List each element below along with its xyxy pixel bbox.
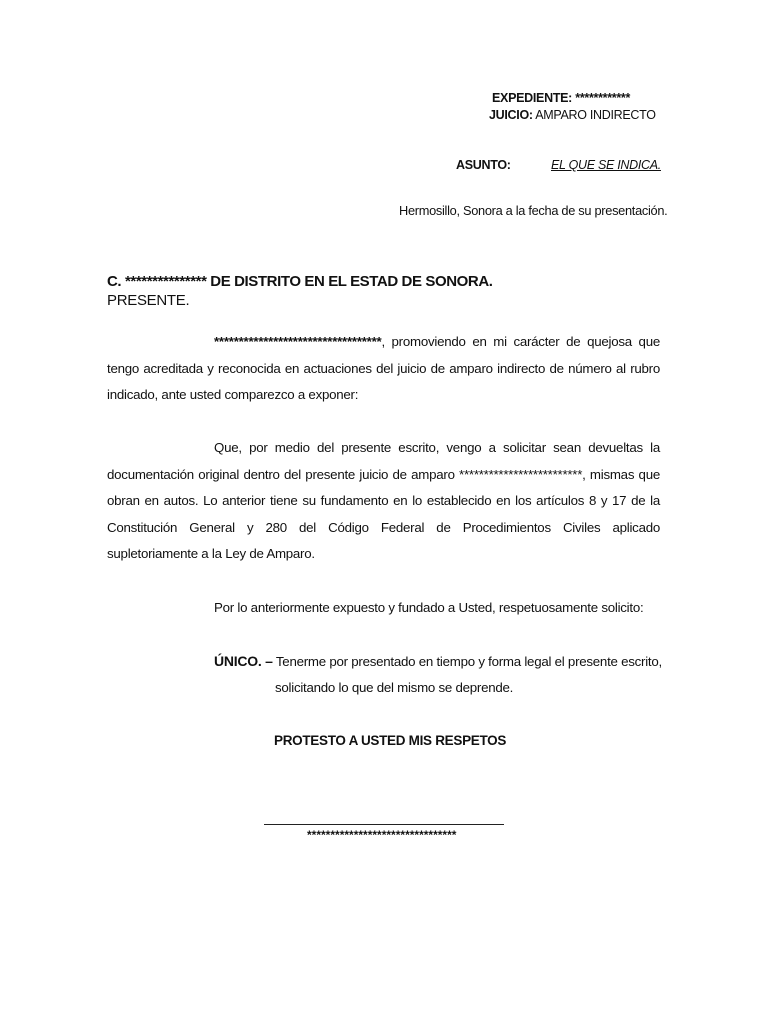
paragraph-intro	[107, 329, 660, 409]
unico-item	[214, 648, 662, 676]
paragraph-petition	[107, 595, 660, 622]
unico-line2: solicitando lo que del mismo se deprende.	[275, 680, 514, 695]
presente-line: PRESENTE.	[107, 292, 190, 309]
paragraph-request-text: Que, por medio del presente escrito, vengo a solicitar sean devueltas la documentación original dentro del presente juicio de amparo *************************, mismas que obran en autos. Lo anterior tiene su fundamento en lo establecido en los artículos 8 y 17 de la Constitución General y 280 del Código Federal de Procedimientos Civiles aplicado supletoriamente a la Ley de Amparo.	[107, 440, 660, 561]
juicio-line	[489, 108, 656, 122]
protesto-line: PROTESTO A USTED MIS RESPETOS	[274, 733, 507, 748]
paragraph-intro-text: , promoviendo en mi carácter de quejosa que tengo acreditada y reconocida en actuaciones del juicio de amparo indirecto de número al rubro indicado, ante usted comparezco a exponer:	[107, 334, 660, 402]
unico-line1: Tenerme por presentado en tiempo y forma legal el presente escrito,	[275, 654, 662, 669]
signature-name: ********************************	[307, 828, 457, 842]
paragraph-request	[107, 435, 660, 568]
juicio-label: JUICIO:	[489, 108, 533, 122]
expediente-label: EXPEDIENTE:	[492, 91, 573, 105]
signature-line	[264, 824, 504, 825]
unico-label: ÚNICO. –	[214, 653, 273, 669]
expediente-line	[492, 91, 630, 105]
juicio-value: AMPARO INDIRECTO	[535, 108, 656, 122]
asunto-value: EL QUE SE INDICA.	[551, 158, 661, 172]
place-date: Hermosillo, Sonora a la fecha de su presentación.	[399, 203, 668, 218]
promovente-name: **********************************	[214, 334, 382, 349]
asunto-label: ASUNTO:	[456, 158, 511, 172]
expediente-value: ************	[575, 91, 631, 105]
paragraph-petition-text: Por lo anteriormente expuesto y fundado a Usted, respetuosamente solicito:	[214, 600, 644, 615]
addressee-line: C. *************** DE DISTRITO EN EL ESTAD DE SONORA.	[107, 273, 493, 290]
